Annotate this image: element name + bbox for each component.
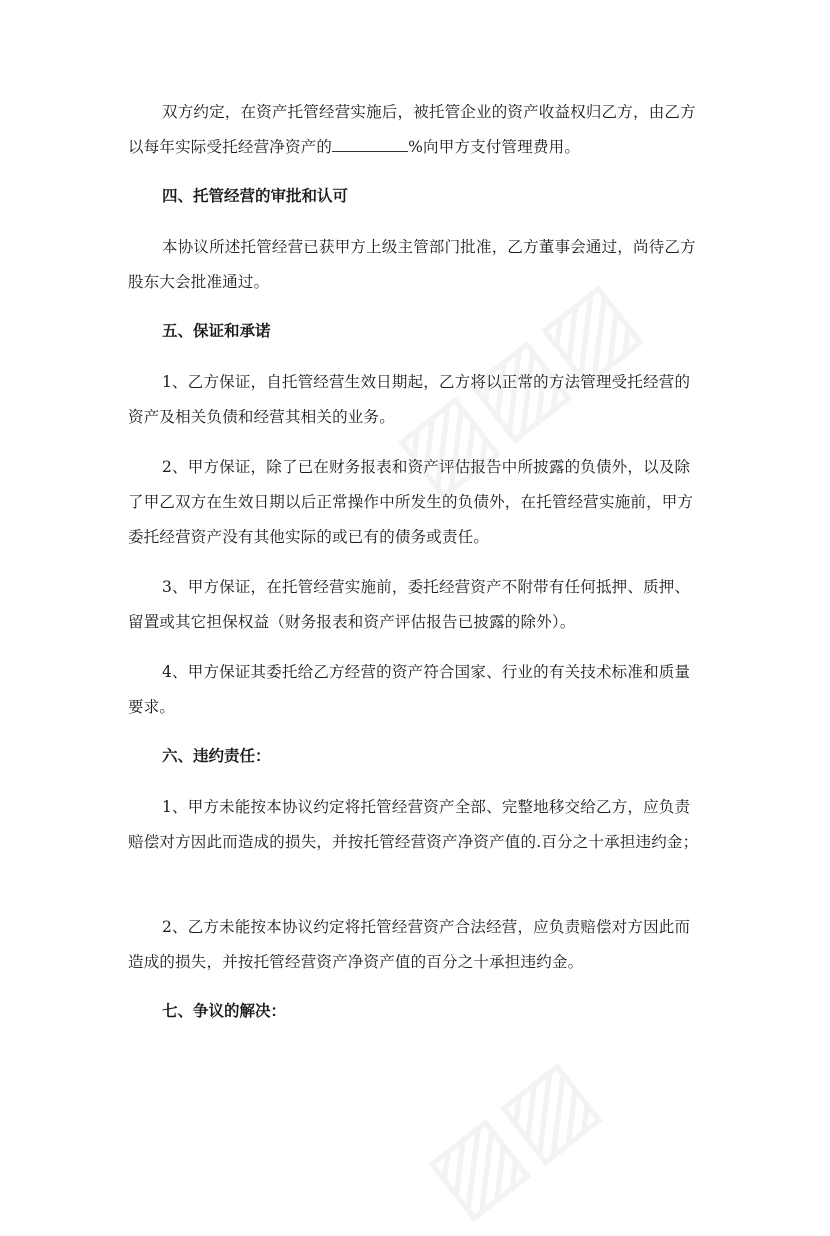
paragraph-guarantee-2: 2、甲方保证，除了已在财务报表和资产评估报告中所披露的负债外，以及除了甲乙双方在生效日期以后正常操作中所发生的负债外，在托管经营实施前，甲方委托经营资产没有其他实际的或已有的债务或责任。 <box>128 458 694 546</box>
paragraph-liability-1: 1、甲方未能按本协议约定将托管经营资产全部、完整地移交给乙方，应负责赔偿对方因此而造成的损失，并按托管经营资产净资产值的.百分之十承担违约金； <box>128 798 699 851</box>
heading-guarantee: 五、保证和承诺 <box>162 322 271 340</box>
paragraph-approval: 本协议所述托管经营已获甲方上级主管部门批准，乙方董事会通过，尚待乙方股东大会批准通过。 <box>128 238 696 291</box>
paragraph-guarantee-1: 1、乙方保证，自托管经营生效日期起，乙方将以正常的方法管理受托经营的资产及相关负债和经营其相关的业务。 <box>128 373 691 426</box>
watermark-logo-bottom <box>405 1036 617 1236</box>
fee-percentage-blank <box>332 137 408 152</box>
heading-approval: 四、托管经营的审批和认可 <box>162 187 349 205</box>
paragraph-management-fee <box>128 95 700 165</box>
paragraph-guarantee-3: 3、甲方保证，在托管经营实施前，委托经营资产不附带有任何抵押、质押、留置或其它担保权益（财务报表和资产评估报告已披露的除外）。 <box>128 578 691 631</box>
paragraph-management-fee-text: 双方约定，在资产托管经营实施后，被托管企业的资产收益权归乙方，由乙方以每年实际受托经营净资产的 <box>128 103 696 156</box>
paragraph-guarantee-4: 4、甲方保证其委托给乙方经营的资产符合国家、行业的有关技术标准和质量要求。 <box>128 663 691 716</box>
heading-dispute: 七、争议的解决： <box>162 1002 287 1020</box>
heading-liability: 六、违约责任： <box>162 747 271 765</box>
paragraph-management-fee-tail: %向甲方支付管理费用。 <box>408 138 581 156</box>
paragraph-liability-2: 2、乙方未能按本协议约定将托管经营资产合法经营，应负责赔偿对方因此而造成的损失，并按托管经营资产净资产值的百分之十承担违约金。 <box>128 918 691 971</box>
